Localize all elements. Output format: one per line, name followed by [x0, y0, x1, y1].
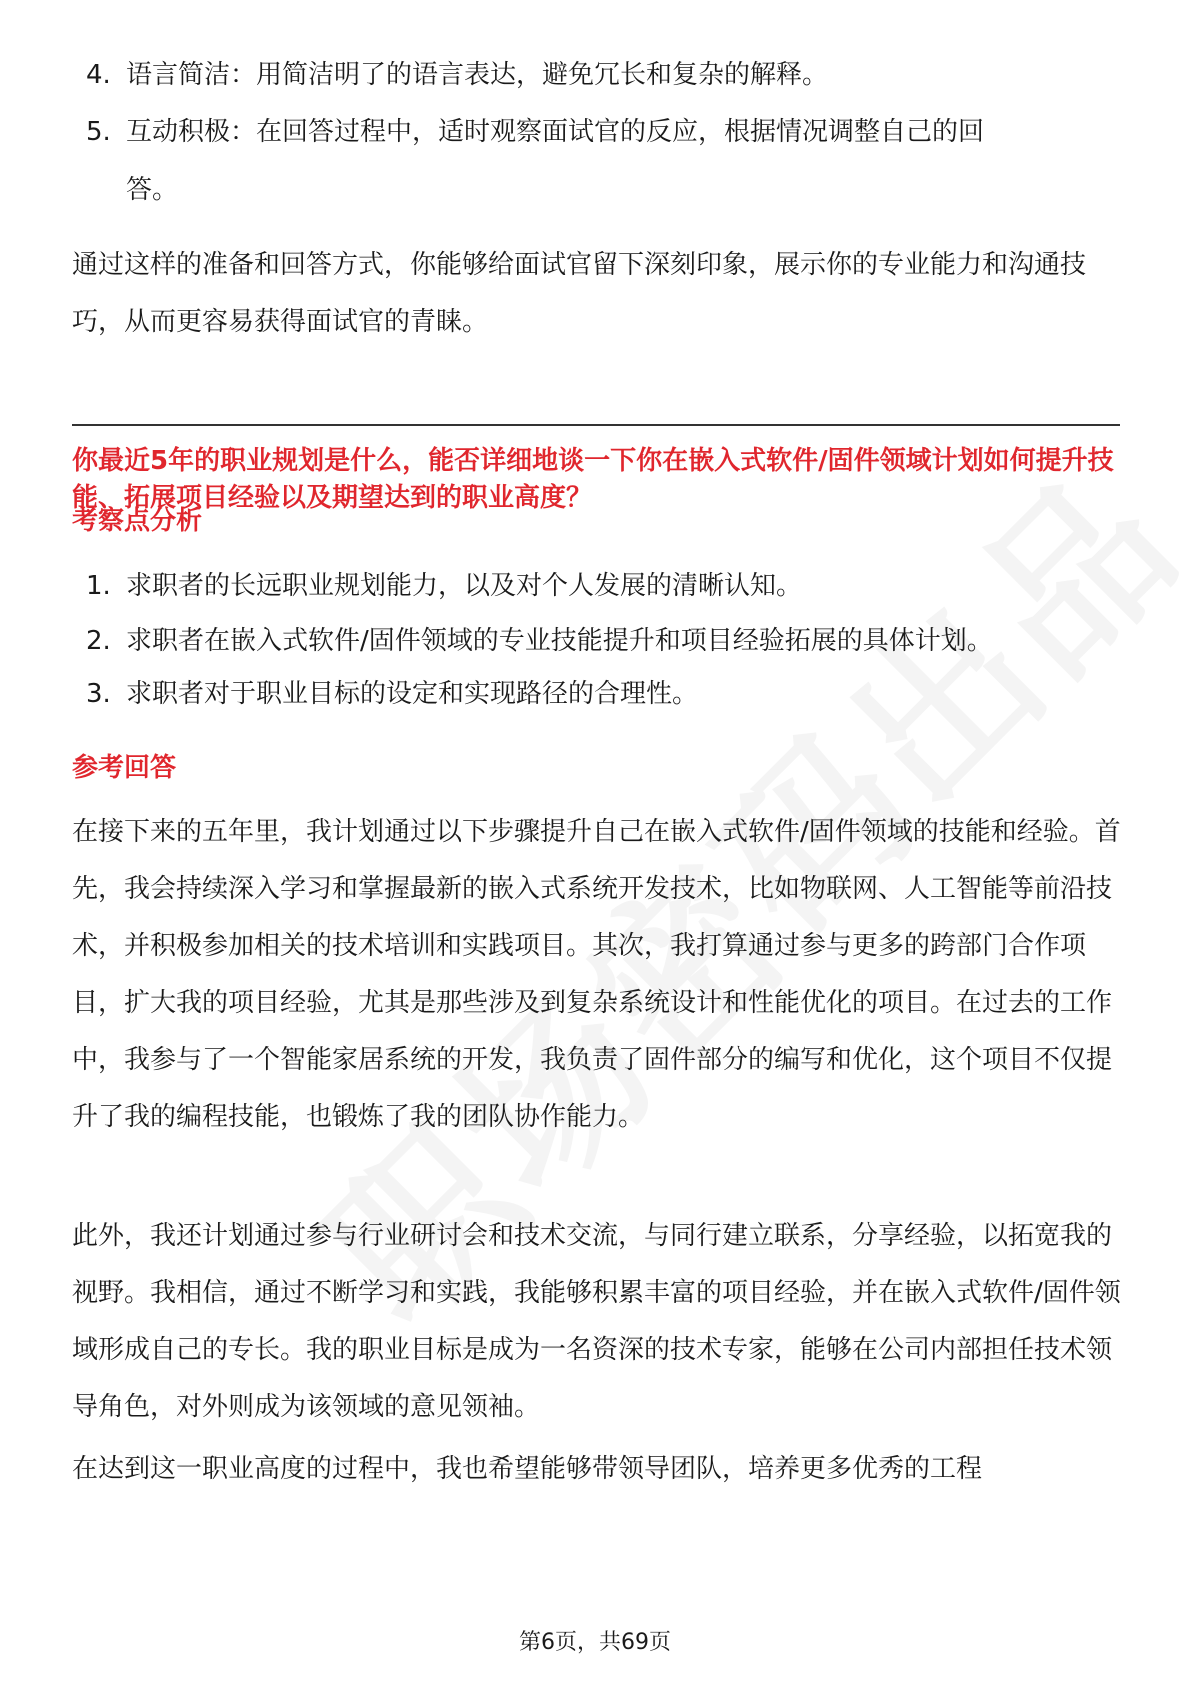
list-item-text: 互动积极：在回答过程中，适时观察面试官的反应，根据情况调整自己的回答。 — [126, 117, 985, 205]
list-item-number: 4. — [86, 60, 111, 90]
page-number: 第6页，共69页 — [519, 1630, 671, 1655]
list-item — [0, 612, 1190, 670]
intro-summary: 通过这样的准备和回答方式，你能够给面试官留下深刻印象，展示你的专业能力和沟通技巧，从而更容易获得面试官的青睐。 — [72, 250, 1087, 337]
divider — [72, 424, 1120, 426]
list-item — [0, 557, 1190, 615]
list-item — [0, 46, 1190, 104]
list-item-text: 语言简洁：用简洁明了的语言表达，避免冗长和复杂的解释。 — [126, 60, 829, 90]
list-item-number: 5. — [86, 117, 111, 147]
list-item-text: 求职者在嵌入式软件/固件领域的专业技能提升和项目经验拓展的具体计划。 — [126, 626, 993, 656]
answer-paragraph: 在达到这一职业高度的过程中，我也希望能够带领导团队，培养更多优秀的工程 — [72, 1454, 983, 1484]
list-item-number: 1. — [86, 571, 111, 601]
list-item — [0, 103, 1190, 219]
list-item — [0, 665, 1190, 723]
list-item-text: 求职者的长远职业规划能力，以及对个人发展的清晰认知。 — [126, 571, 803, 601]
list-item-number: 3. — [86, 679, 111, 709]
answer-paragraph: 此外，我还计划通过参与行业研讨会和技术交流，与同行建立联系，分享经验，以拓宽我的视野。我相信，通过不断学习和实践，我能够积累丰富的项目经验，并在嵌入式软件/固件领域形成自己的专长。我的职业目标是成为一名资深的技术专家，能够在公司内部担任技术领导角色，对外则成为该领域的意见领袖。 — [72, 1221, 1121, 1422]
analysis-title: 考察点分析 — [72, 506, 203, 536]
list-item-number: 2. — [86, 626, 111, 656]
answer-title: 参考回答 — [72, 753, 177, 783]
question-heading: 你最近5年的职业规划是什么，能否详细地谈一下你在嵌入式软件/固件领域计划如何提升技能、拓展项目经验以及期望达到的职业高度？ — [72, 446, 1114, 513]
list-item-text: 求职者对于职业目标的设定和实现路径的合理性。 — [126, 679, 699, 709]
answer-paragraph: 在接下来的五年里，我计划通过以下步骤提升自己在嵌入式软件/固件领域的技能和经验。首先，我会持续深入学习和掌握最新的嵌入式系统开发技术，比如物联网、人工智能等前沿技术，并积极参加相关的技术培训和实践项目。其次，我打算通过参与更多的跨部门合作项目，扩大我的项目经验，尤其是那些涉及到复杂系统设计和性能优化的项目。在过去的工作中，我参与了一个智能家居系统的开发，我负责了固件部分的编写和优化，这个项目不仅提升了我的编程技能，也锻炼了我的团队协作能力。 — [72, 817, 1121, 1132]
